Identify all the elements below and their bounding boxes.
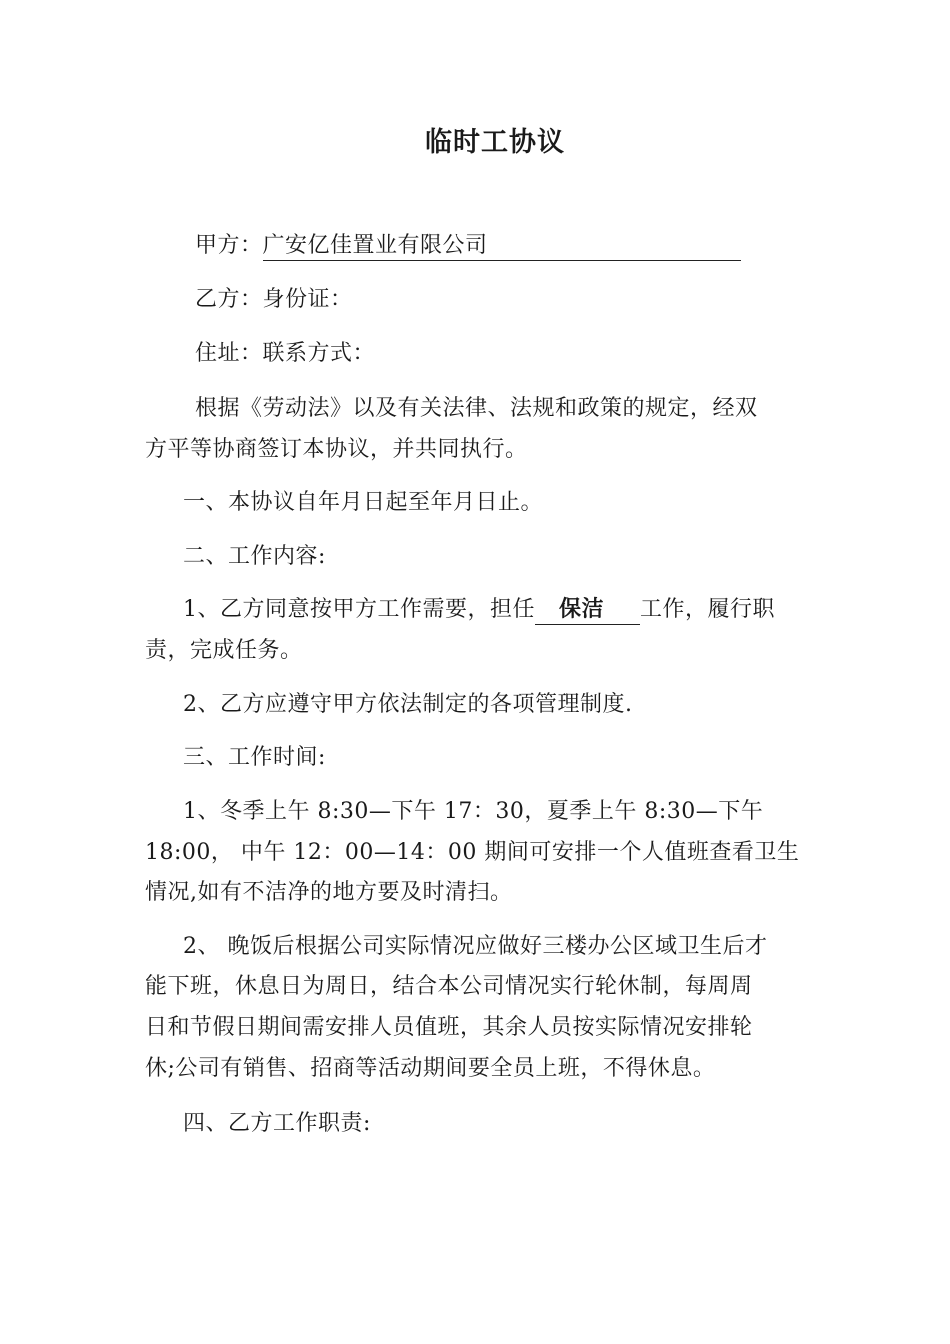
document-title: 临时工协议	[425, 127, 565, 158]
clause-2-item-1-prefix: 1、乙方同意按甲方工作需要，担任	[183, 597, 535, 622]
clause-2-item-1-suffix: 工作，履行职	[640, 597, 776, 622]
party-a-line	[195, 226, 860, 266]
clause-2-item-1-line-2: 责，完成任务。	[145, 638, 303, 663]
clause-3-item-1-line-3: 情况,如有不洁净的地方要及时清扫。	[145, 880, 513, 905]
party-a-label: 甲方：	[195, 233, 263, 258]
clause-3-item-1-line-2: 18:00， 中午 12：00—14：00 期间可安排一个人值班查看卫生	[145, 840, 800, 865]
intro-line-2: 方平等协商签订本协议，并共同执行。	[145, 437, 528, 462]
clause-3-item-2-line-4: 休;公司有销售、招商等活动期间要全员上班，不得休息。	[145, 1056, 716, 1081]
party-a-value: 广安亿佳置业有限公司	[263, 232, 741, 261]
intro-line-1: 根据《劳动法》以及有关法律、法规和政策的规定，经双	[195, 396, 758, 421]
clause-3-item-2-line-3: 日和节假日期间需安排人员值班，其余人员按实际情况安排轮	[145, 1015, 753, 1040]
clause-3-heading: 三、工作时间:	[183, 745, 326, 770]
party-b-line: 乙方：身份证：	[195, 287, 353, 312]
clause-4-heading: 四、乙方工作职责:	[183, 1111, 371, 1136]
address-line: 住址：联系方式：	[195, 341, 376, 366]
clause-3-item-2-line-1: 2、 晚饭后根据公司实际情况应做好三楼办公区域卫生后才	[183, 934, 768, 959]
clause-2-heading: 二、工作内容:	[183, 544, 326, 569]
clause-2-item-1	[183, 590, 848, 630]
clause-3-item-2-line-2: 能下班，休息日为周日，结合本公司情况实行轮休制，每周周	[145, 974, 753, 999]
clause-2-item-2: 2、乙方应遵守甲方依法制定的各项管理制度.	[183, 692, 633, 717]
clause-1: 一、本协议自年月日起至年月日止。	[183, 490, 544, 515]
clause-3-item-1-line-1: 1、冬季上午 8:30—下午 17：30，夏季上午 8:30—下午	[183, 799, 764, 824]
job-title-value: 保洁	[535, 596, 640, 625]
